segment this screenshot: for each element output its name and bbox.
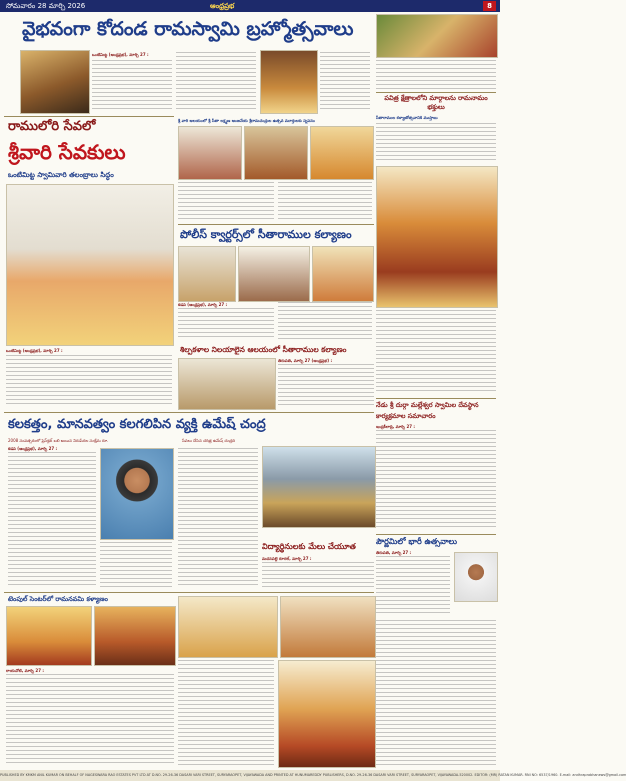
right-mid-photo <box>376 166 498 308</box>
page-number: 8 <box>483 1 496 11</box>
main-photo-deity <box>20 50 90 114</box>
photo-strip-caption: శ్రీ వారి ఆలయంలో శ్రీ సీతా లక్ష్మణ ఆంజనేయ శ్రీరామచంద్రుల ఉత్సవ మూర్తులకు స్నపనం <box>178 118 315 123</box>
bottom-center-photo-2 <box>280 596 376 658</box>
right-top-body2 <box>376 123 496 163</box>
police-headline: పోలీస్ క్వార్టర్స్‌లో సీతారాముల కల్యాణం <box>180 228 352 241</box>
bottom-center-photo-3 <box>278 660 376 768</box>
durga-headline: నేడు శ్రీ దుర్గా మల్లేశ్వర స్వామిల దేవస్థాన కార్యక్రమాల సమాచారం <box>376 401 479 420</box>
police-photo-1 <box>178 246 236 302</box>
bottom-left-photo-2 <box>94 606 176 666</box>
pournami-headline: పౌర్ణమిలో భారీ ఉత్సవాలు <box>376 537 457 546</box>
ramulori-dateline: ఒంటిమిట్ట (ఆంధ్రప్రభ), మార్చి 27 : <box>6 348 63 353</box>
main-headline: వైభవంగా కోదండ రామస్వామి బ్రహ్మోత్సవాలు <box>22 18 354 40</box>
umesh-body-col1 <box>8 452 96 588</box>
durga-body <box>376 430 496 530</box>
bottom-center-photo-1 <box>178 596 278 658</box>
bottom-center-body-col1 <box>178 660 274 766</box>
police-photo-3 <box>312 246 374 302</box>
strip-photo-1 <box>178 126 242 180</box>
pournami-body-col2 <box>376 620 496 766</box>
ramulori-headline-line1: రాములోరి సేవలో <box>8 119 96 134</box>
silpakala-headline: శిల్పకళాల నిలయాలైన ఆలయంలో సీతారాముల కల్యాణం <box>180 345 347 354</box>
strip-photo-2 <box>244 126 308 180</box>
umesh-body-col3 <box>178 448 258 588</box>
right-top-photo <box>376 14 498 58</box>
bottom-left-body <box>6 674 174 766</box>
umesh-headline: కలకత్తం, మానవత్వం కలగలిపిన వ్యక్తి ఉమేష్ చంద్ర <box>8 417 266 432</box>
footer-imprint: PUBLISHED BY KMKM ANIL KUMAR ON BEHALF OF NAGESWARA RAO ESTATES PVT LTD AT D.NO. 29-26-36 DASARI VARI STREET, SURYARAOPET, VIJAYAWADA AND PRINTED AT HUNUMAREDDY PUBLISHERS, D.NO. 29-26-36 DASARI VARI STREET, SURYARAOPET, VIJAYAWADA-520002. EDITOR: (MR) RATAN KUMAR. RNI NO: 6537/1960. E-mail: andhraprabhanews@gmail.com <box>0 770 500 781</box>
right-top-caption: సీతారాముల కళ్యాణోత్సవానికి ముస్తాబు <box>376 115 438 120</box>
police-body-col1 <box>178 308 274 340</box>
strip-body-col2 <box>278 182 372 222</box>
pournami-portrait <box>454 552 498 602</box>
strip-photo-3 <box>310 126 374 180</box>
ramulori-body <box>6 355 172 407</box>
umesh-bullet-1: 2008 సంవత్సరంలో ప్రెస్‌క్లబ్ బలి అయిన నిరుపేదల సంక్షేమ రూ. <box>8 438 109 443</box>
right-top-headline: పవిత్ర క్షేత్రాలలోని మార్గాలను రామనామం భక్తులు <box>384 94 488 111</box>
ramulori-photo <box>6 184 174 346</box>
police-photo-2 <box>238 246 310 302</box>
strip-body-col1 <box>178 182 274 222</box>
main-photo-temple <box>260 50 318 114</box>
vidyarthi-headline: విద్యార్థినులకు మేలు చేయూత <box>262 542 356 551</box>
pournami-dateline: తిరుపతి, మార్చి 27 : <box>376 550 412 555</box>
main-dateline: ఒంటిమిట్ట (ఆంధ్రప్రభ), మార్చి 27 : <box>92 52 149 57</box>
right-mid-body <box>376 310 496 394</box>
umesh-body-col2 <box>100 542 172 588</box>
durga-dateline: ఇంద్రకీలాద్రి, మార్చి 27 : <box>376 424 416 429</box>
page-header-bar <box>0 0 500 12</box>
silpakala-body <box>278 364 374 408</box>
umesh-dateline: కడప (ఆంధ్రప్రభ), మార్చి 27 : <box>8 446 58 451</box>
vidyarthi-body <box>262 562 374 588</box>
pournami-body-col1 <box>376 556 450 616</box>
main-body-col2 <box>176 52 256 112</box>
bottom-left-dateline: రాయచోటి, మార్చి 27 : <box>6 668 44 673</box>
bottom-left-photo-1 <box>6 606 92 666</box>
umesh-bullet-2: సేవలు చేసిన చరిత్ర ఉమేష్ చంద్రది <box>182 438 236 443</box>
masthead: ఆంధ్రప్రభ <box>210 2 235 10</box>
ramulori-headline-line2: శ్రీవారి సేవకులు <box>8 140 126 164</box>
silpakala-photo <box>178 358 276 410</box>
police-body-col2 <box>278 302 372 340</box>
vidyarthi-photo-caption <box>262 528 374 538</box>
vidyarthi-photo <box>262 446 376 528</box>
main-body-col1 <box>92 60 172 112</box>
vidyarthi-dateline: మదనపల్లె రూరల్, మార్చి 27 : <box>262 556 312 561</box>
silpakala-dateline: తిరుపతి, మార్చి 27 (ఆంధ్రప్రభ) : <box>278 358 333 363</box>
main-body-col3 <box>320 52 370 112</box>
ramulori-subhead: ఒంటిమిట్ట స్వామివారి తలంబ్రాలు సిద్ధం <box>8 171 114 179</box>
police-dateline: కడప (ఆంధ్రప్రభ), మార్చి 27 : <box>178 302 228 307</box>
right-top-body <box>376 60 496 90</box>
umesh-portrait <box>100 448 174 540</box>
issue-date: సోమవారం 28 మార్చి 2026 <box>6 2 86 10</box>
bottom-left-headline: టెంపుల్ సెంటర్‌లో రామనవమి కళ్యాణం <box>8 595 108 603</box>
